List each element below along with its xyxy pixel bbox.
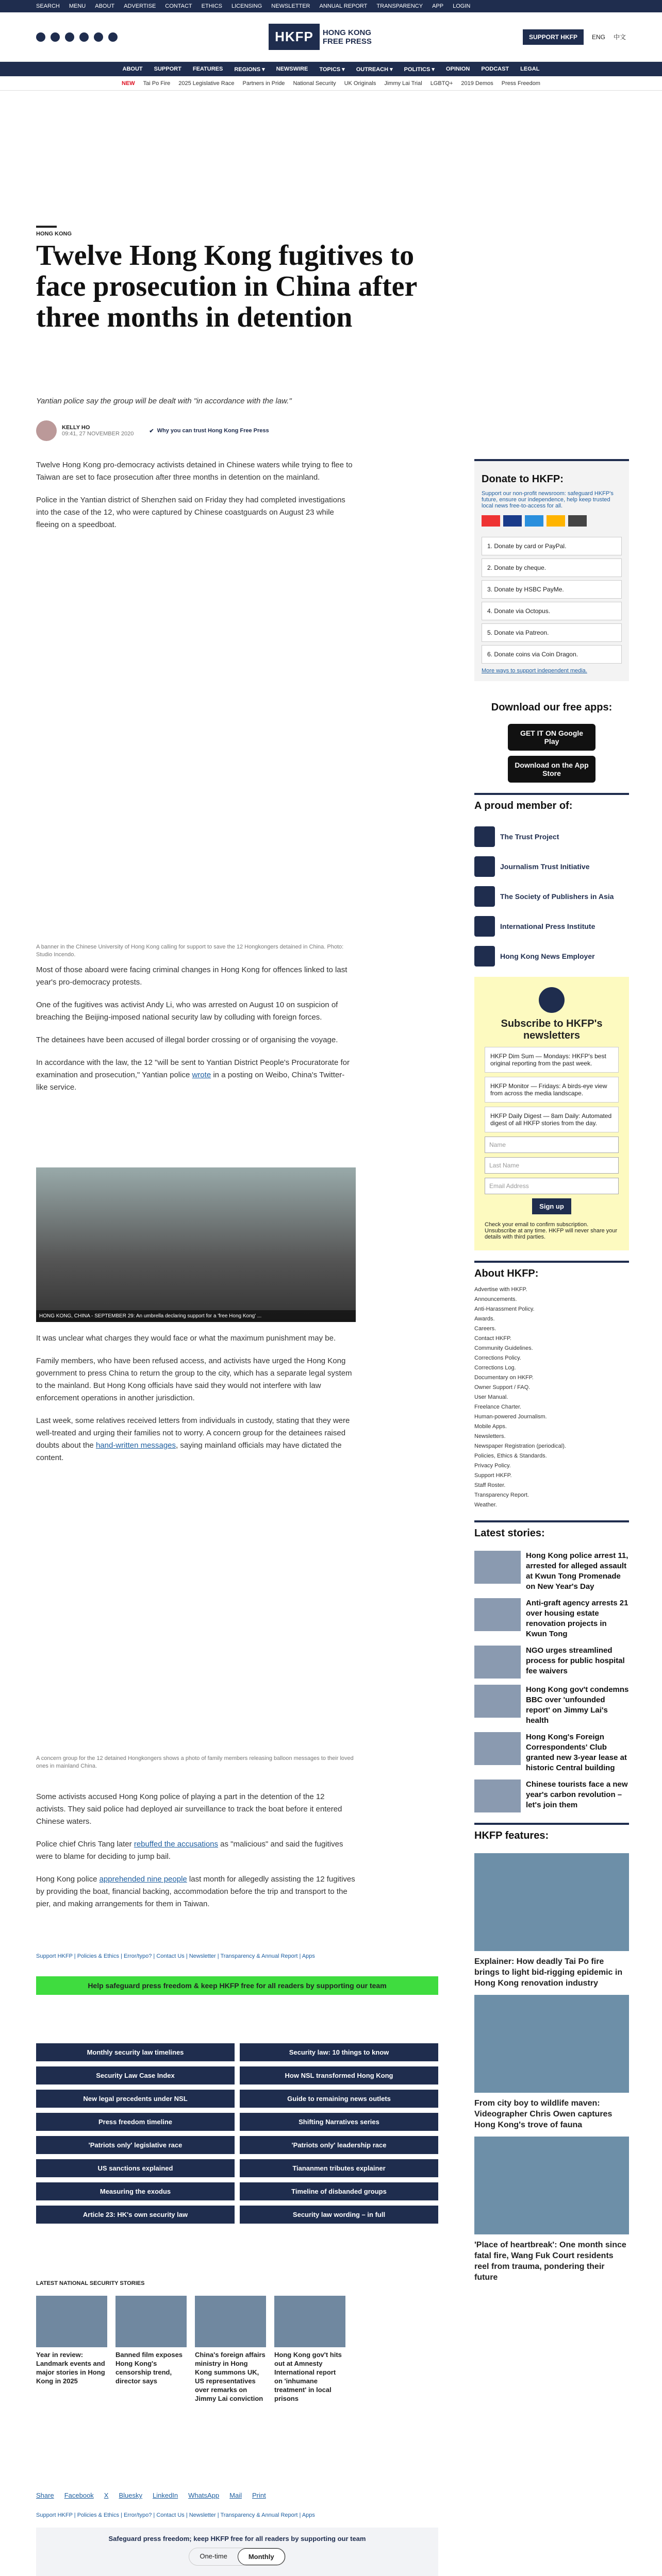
feature-image (474, 2137, 629, 2234)
article-body-low (36, 1332, 356, 1475)
latest-title: Latest stories: (474, 1520, 629, 1545)
member-name: The Society of Publishers in Asia (500, 892, 614, 901)
share-link[interactable]: WhatsApp (188, 2492, 220, 2499)
about-link[interactable]: Support HKFP. (474, 1472, 512, 1479)
latest-box (474, 1520, 629, 1812)
latest-ns-list (36, 2296, 345, 2403)
about-link[interactable]: Community Guidelines. (474, 1345, 533, 1351)
photo-overlay-caption: HONG KONG, CHINA - SEPTEMBER 29: An umbrella declaring support for a 'free Hong Kong' ... (36, 1310, 356, 1322)
handwritten-link[interactable]: hand-written messages (95, 1441, 176, 1450)
newsletter-title: Subscribe to HKFP's newsletters (501, 1018, 603, 1041)
explainer-button[interactable]: How NSL transformed Hong Kong (240, 2066, 438, 2084)
photo-caption: A banner in the Chinese University of Hong Kong calling for support to save the 12 Hongkongers detained in China. Photo: Studio Incendo. (36, 944, 344, 958)
story-thumbnail (474, 1780, 521, 1812)
explainer-button[interactable]: Guide to remaining news outlets (240, 2090, 438, 2108)
about-link[interactable]: Staff Roster. (474, 1482, 506, 1488)
about-link[interactable]: Freelance Charter. (474, 1404, 522, 1410)
features-box (474, 1823, 629, 2283)
top-utility-bar (0, 0, 662, 12)
story-thumbnail (195, 2296, 266, 2347)
arrest-link[interactable]: apprehended nine people (99, 1875, 187, 1884)
explainer-button[interactable]: Security Law Case Index (36, 2066, 235, 2084)
para: The detainees have been accused of illegal border crossing or of organising the voyage. (36, 1036, 338, 1044)
donate-more-link[interactable]: More ways to support independent media. (482, 668, 587, 674)
site-logo[interactable] (269, 24, 372, 50)
about-link[interactable]: Privacy Policy. (474, 1463, 511, 1469)
applepay-icon (568, 515, 587, 527)
ethics-link[interactable]: ETHICS (201, 3, 222, 9)
weibo-link[interactable]: wrote (192, 1071, 211, 1079)
story-thumbnail (474, 1685, 521, 1718)
story-thumbnail (115, 2296, 187, 2347)
author-avatar (36, 420, 57, 441)
story-title[interactable]: Hong Kong gov't condemns BBC over 'unfounded report' on Jimmy Lai's health (526, 1685, 629, 1725)
story-thumbnail (474, 1551, 521, 1584)
payment-icons (482, 515, 622, 531)
about-link[interactable]: Advertise with HKFP. (474, 1286, 527, 1293)
para: Some activists accused Hong Kong police of playing a part in the detention of the 12 activists. They said police had deployed air surveillance to track the boat before it entered Chinese waters. (36, 1792, 342, 1826)
feature-title[interactable]: 'Place of heartbreak': One month since fatal fire, Wang Fuk Court residents reel from trauma, pondering their future (474, 2241, 626, 2282)
explainer-button[interactable]: Measuring the exodus (36, 2182, 235, 2200)
category-rule (36, 226, 57, 228)
share-link[interactable]: Facebook (64, 2492, 94, 2499)
latest-ns-title: LATEST NATIONAL SECURITY STORIES (36, 2280, 145, 2286)
about-link[interactable]: Corrections Log. (474, 1365, 516, 1371)
explainer-button[interactable]: Press freedom timeline (36, 2113, 235, 2131)
story-thumbnail (36, 2296, 107, 2347)
about-box (474, 1261, 629, 1510)
one-time-option[interactable]: One-time (200, 2552, 227, 2560)
letters-text: Last week, some relatives received letters from individuals in custody, stating that they were well-treated and urging their families not to worry. A concern group for the detainees raised doubts about the (36, 1416, 350, 1450)
story-title[interactable]: China's foreign affairs ministry in Hong Kong summons UK, US representatives over remarks on Jimmy Lai conviction (195, 2351, 266, 2402)
explainer-button[interactable]: 'Patriots only' leadership race (240, 2136, 438, 2154)
article-subtitle: Yantian police say the group will be dealt with "in accordance with the law." (36, 397, 292, 405)
nav-item[interactable]: FEATURES (192, 66, 223, 72)
amex-icon (525, 515, 543, 527)
story-title[interactable]: Hong Kong gov't hits out at Amnesty International report on 'inhumane treatment' in local prisons (274, 2351, 342, 2402)
donate-box (474, 459, 629, 681)
paypal-icon (547, 515, 565, 527)
member-logo[interactable] (474, 856, 629, 877)
share-link[interactable]: Print (252, 2492, 266, 2499)
member-logo[interactable] (474, 946, 629, 967)
main-nav (0, 62, 662, 76)
app-store-button[interactable]: Download on the App Store (508, 756, 595, 783)
feature-image (474, 1853, 629, 1951)
support-hkfp-button[interactable]: SUPPORT HKFP (523, 29, 584, 45)
nav-item[interactable]: TOPICS ▾ (319, 66, 345, 73)
donate-option[interactable]: 5. Donate via Patreon. (482, 623, 622, 642)
letters-end: , saying mainland officials may have dictated the content. (36, 1441, 342, 1462)
feature-item[interactable] (474, 1853, 629, 1989)
nav-item[interactable]: POLITICS ▾ (404, 66, 435, 73)
mastercard-icon (482, 515, 500, 527)
app-link[interactable]: APP (432, 3, 444, 9)
member-icon (474, 826, 495, 847)
about-link[interactable]: Policies, Ethics & Standards. (474, 1453, 547, 1459)
explainer-button[interactable]: Timeline of disbanded groups (240, 2182, 438, 2200)
latest-story[interactable] (474, 1685, 629, 1726)
donate-option[interactable]: 1. Donate by card or PayPal. (482, 537, 622, 555)
share-link[interactable]: Bluesky (119, 2492, 142, 2499)
about-link[interactable]: ABOUT (95, 3, 115, 9)
transparency-link[interactable]: TRANSPARENCY (376, 3, 423, 9)
about-link[interactable]: Corrections Policy. (474, 1355, 521, 1361)
newsletter-option[interactable]: HKFP Monitor — Fridays: A birds-eye view from across the media landscape. (485, 1077, 619, 1103)
logo-line-2: FREE PRESS (322, 37, 372, 46)
member-name: Journalism Trust Initiative (500, 862, 590, 871)
latest-story[interactable] (474, 1598, 629, 1639)
facebook-icon[interactable] (36, 32, 45, 42)
explainer-button[interactable]: New legal precedents under NSL (36, 2090, 235, 2108)
apps-box (474, 697, 629, 783)
newsletter-option[interactable]: HKFP Dim Sum — Mondays: HKFP's best original reporting from the past week. (485, 1047, 619, 1073)
trending-item[interactable]: 2025 Legislative Race (178, 80, 235, 87)
member-name: International Press Institute (500, 922, 595, 930)
newsletter-box (474, 977, 629, 1250)
about-link[interactable]: Documentary on HKFP. (474, 1375, 534, 1381)
sidebar (474, 459, 629, 2283)
story-thumbnail (474, 1732, 521, 1765)
nav-item[interactable]: OUTREACH ▾ (356, 66, 393, 73)
trending-item[interactable]: Partners in Pride (242, 80, 285, 87)
support-banner[interactable] (36, 1976, 438, 1995)
member-logo[interactable] (474, 826, 629, 847)
about-link[interactable]: Transparency Report. (474, 1492, 529, 1498)
lang-eng[interactable]: ENG (591, 33, 605, 41)
author-name[interactable]: KELLY HO (62, 425, 90, 431)
member-title: A proud member of: (474, 793, 629, 817)
para (36, 1415, 356, 1464)
para: One of the fugitives was activist Andy Li, who was arrested on August 10 on suspicion of breaching the Beijing-imposed national security law by colluding with foreign forces. (36, 1001, 338, 1022)
social-icons (36, 32, 118, 42)
byline (36, 420, 269, 441)
article-title: Twelve Hong Kong fugitives to face prosecution in China after three months in detention (36, 240, 417, 333)
hkfp-badge-icon (539, 987, 565, 1013)
about-link[interactable]: Careers. (474, 1326, 496, 1332)
latest-list (474, 1551, 629, 1812)
story-title[interactable]: Year in review: Landmark events and major stories in Hong Kong in 2025 (36, 2351, 105, 2385)
trending-item[interactable]: Tai Po Fire (143, 80, 171, 87)
story-title[interactable]: Banned film exposes Hong Kong's censorship trend, director says (115, 2351, 183, 2385)
para: It was unclear what charges they would face or what the maximum punishment may be. (36, 1334, 336, 1343)
story-thumbnail (474, 1598, 521, 1631)
latest-ns-card[interactable] (195, 2296, 266, 2403)
para: Police in the Yantian district of Shenzhen said on Friday they had completed investigations into the case of the 12, who were captured by Chinese coastguards on August 23 while fleeing on a speedboat. (36, 496, 345, 529)
donate-options (482, 537, 622, 664)
instagram-icon[interactable] (65, 32, 74, 42)
story-title[interactable]: Anti-graft agency arrests 21 over housing estate renovation projects in Kwun Tong (526, 1599, 628, 1638)
trust-icon: ✔ (149, 428, 154, 434)
logo-mark: HKFP (269, 24, 320, 50)
share-bar (36, 2492, 266, 2499)
trending-label: NEW (122, 80, 135, 87)
explainer-button[interactable]: Shifting Narratives series (240, 2113, 438, 2131)
donate-option[interactable]: 3. Donate by HSBC PayMe. (482, 580, 622, 599)
article-body-top (36, 459, 356, 541)
signup-button[interactable]: Sign up (532, 1198, 571, 1214)
footer-links[interactable]: Support HKFP | Policies & Ethics | Error/typo? | Contact Us | Newsletter | Transparency & Annual Report | Apps (36, 1953, 315, 1959)
quote-end: in a posting on Weibo, China's Twitter-like service. (36, 1071, 345, 1092)
about-link[interactable]: Anti-Harassment Policy. (474, 1306, 535, 1312)
about-links (474, 1285, 629, 1510)
trending-item[interactable]: UK Originals (344, 80, 376, 87)
nav-item[interactable]: OPINION (445, 66, 470, 72)
trending-item[interactable]: National Security (293, 80, 336, 87)
share-link[interactable]: Share (36, 2492, 54, 2499)
explainer-button[interactable]: Article 23: HK's own security law (36, 2206, 235, 2224)
contact-link[interactable]: CONTACT (165, 3, 192, 9)
latest-ns-card[interactable] (36, 2296, 107, 2403)
share-link[interactable]: Mail (229, 2492, 242, 2499)
feature-item[interactable] (474, 1995, 629, 2130)
member-list (474, 826, 629, 967)
annual-report-link[interactable]: ANNUAL REPORT (319, 3, 368, 9)
search-link[interactable]: SEARCH (36, 3, 60, 9)
newsletter-note: Check your email to confirm subscription. Unsubscribe at any time. HKFP will never share your details with third parties. (485, 1222, 618, 1240)
latest-ns-card[interactable] (115, 2296, 187, 2403)
story-title[interactable]: Hong Kong's Foreign Correspondents' Club granted new 3-year lease at historic Central building (526, 1733, 627, 1772)
story-title[interactable]: Hong Kong police arrest 11, arrested for alleged assault at Kwun Tong Promenade on New Year's Day (526, 1551, 628, 1591)
site-header (0, 12, 662, 62)
para-quote (36, 1057, 356, 1094)
nav-item[interactable]: ABOUT (122, 66, 143, 72)
quote-text: In accordance with the law, the 12 "will be sent to Yantian District People's Procuratorate for examination and prosecution," Yantian police (36, 1058, 350, 1079)
about-link[interactable]: User Manual. (474, 1394, 508, 1400)
donate-option[interactable]: 2. Donate by cheque. (482, 558, 622, 577)
story-title[interactable]: NGO urges streamlined process for public hospital fee waivers (526, 1646, 625, 1675)
safeguard-text: Safeguard press freedom; keep HKFP free for all readers by supporting our team (108, 2535, 366, 2543)
donate-option[interactable]: 4. Donate via Octopus. (482, 602, 622, 620)
article-photo (36, 1167, 356, 1322)
newsletter-input[interactable]: Email Address (485, 1178, 619, 1194)
about-link[interactable]: Mobile Apps. (474, 1423, 507, 1430)
share-link[interactable]: LinkedIn (153, 2492, 178, 2499)
nav-item[interactable]: SUPPORT (154, 66, 181, 72)
about-link[interactable]: Newspaper Registration (periodical). (474, 1443, 566, 1449)
photo-caption: A concern group for the 12 detained Hongkongers shows a photo of family members releasing balloon messages to their loved ones in mainland China. (36, 1755, 354, 1769)
feature-title[interactable]: From city boy to wildlife maven: Videographer Chris Owen captures Hong Kong's trove of fauna (474, 2099, 613, 2129)
article-category[interactable]: HONG KONG (36, 231, 72, 237)
advertise-link[interactable]: ADVERTISE (124, 3, 156, 9)
about-link[interactable]: Awards. (474, 1316, 495, 1322)
latest-story[interactable] (474, 1646, 629, 1679)
explainer-button[interactable]: Tiananmen tributes explainer (240, 2159, 438, 2177)
member-box (474, 793, 629, 967)
payment-panel (36, 2528, 438, 2576)
about-title: About HKFP: (474, 1261, 629, 1285)
latest-story[interactable] (474, 1551, 629, 1592)
rss-icon[interactable] (108, 32, 118, 42)
feature-title[interactable]: Explainer: How deadly Tai Po fire brings to light bid-rigging epidemic in Hong Kong renovation industry (474, 1957, 623, 1988)
feature-item[interactable] (474, 2137, 629, 2283)
nav-item[interactable]: LEGAL (520, 66, 540, 72)
member-name: Hong Kong News Employer (500, 952, 595, 960)
donate-text[interactable]: Support our non-profit newsroom: safeguard HKFP's future, ensure our independence, help keep trusted local news free-to-access for all. (482, 490, 614, 509)
member-name: The Trust Project (500, 833, 559, 841)
newsletter-option[interactable]: HKFP Daily Digest — 8am Daily: Automated digest of all HKFP stories from the day. (485, 1107, 619, 1132)
story-thumbnail (474, 1646, 521, 1679)
rebuff-end: as "malicious" and said the fugitives were to blame for deciding to jump bail. (36, 1840, 343, 1861)
article-body-end (36, 1791, 356, 1921)
para: Most of those aboard were facing criminal changes in Hong Kong for offences linked to last year's pro-democracy protests. (36, 965, 347, 987)
explainer-button[interactable]: 'Patriots only' legislative race (36, 2136, 235, 2154)
about-link[interactable]: Owner Support / FAQ. (474, 1384, 531, 1391)
member-icon (474, 916, 495, 937)
para (36, 1873, 356, 1910)
rebuff-link[interactable]: rebuffed the accusations (134, 1840, 218, 1849)
member-logo[interactable] (474, 916, 629, 937)
features-title: HKFP features: (474, 1823, 629, 1847)
support-green-bar[interactable]: Help safeguard press freedom & keep HKFP free for all readers by supporting our team (36, 1976, 438, 1995)
logo-line-1: HONG KONG (322, 28, 372, 37)
share-link[interactable]: X (104, 2492, 109, 2499)
explainer-button[interactable]: Security law: 10 things to know (240, 2043, 438, 2061)
security-law-buttons (36, 2043, 438, 2224)
newsletter-options (485, 1047, 619, 1132)
google-play-button[interactable]: GET IT ON Google Play (508, 724, 595, 751)
visa-icon (503, 515, 522, 527)
apps-title: Download our free apps: (491, 702, 613, 713)
member-icon (474, 886, 495, 907)
about-link[interactable]: Newsletters. (474, 1433, 506, 1439)
arrest-end: last month for allegedly assisting the 12 fugitives by providing the boat, financial backing, accommodation before the trip and transport to the pier, and making arrangements for them in Taiwan. (36, 1875, 355, 1908)
feature-image (474, 1995, 629, 2093)
trending-item[interactable]: LGBTQ+ (430, 80, 453, 87)
login-link[interactable]: LOGIN (453, 3, 471, 9)
article-body-mid (36, 964, 356, 1104)
nav-item[interactable]: REGIONS ▾ (234, 66, 265, 73)
trending-bar (0, 76, 662, 91)
frequency-toggle[interactable] (189, 2548, 285, 2566)
rebuff-text: Police chief Chris Tang later (36, 1840, 134, 1849)
features-list (474, 1853, 629, 2283)
latest-ns-card[interactable] (274, 2296, 345, 2403)
trending-item[interactable]: 2019 Demos (461, 80, 493, 87)
lang-zh[interactable]: 中文 (613, 33, 626, 41)
explainer-button[interactable]: Security law wording – in full (240, 2206, 438, 2224)
nav-item[interactable]: NEWSWIRE (276, 66, 308, 72)
donate-title: Donate to HKFP: (482, 473, 564, 485)
latest-story[interactable] (474, 1780, 629, 1812)
newsletter-fields (485, 1137, 619, 1194)
trending-item[interactable]: Press Freedom (501, 80, 540, 87)
newsletter-input[interactable]: Name (485, 1137, 619, 1153)
about-link[interactable]: Human-powered Journalism. (474, 1414, 547, 1420)
publish-date: 09:41, 27 NOVEMBER 2020 (62, 431, 134, 437)
member-logo[interactable] (474, 886, 629, 907)
licensing-link[interactable]: LICENSING (231, 3, 262, 9)
para: Family members, who have been refused access, and activists have urged the Hong Kong government to press China to return the group to the city, which has a separate legal system to the mainland. But Hong Kong officials have said they would not interfere with law enforcement operations in another jurisdiction. (36, 1357, 352, 1402)
explainer-button[interactable]: US sanctions explained (36, 2159, 235, 2177)
member-icon (474, 946, 495, 967)
about-link[interactable]: Weather. (474, 1502, 497, 1508)
latest-story[interactable] (474, 1732, 629, 1773)
linkedin-icon[interactable] (94, 32, 103, 42)
trust-label: Why you can trust Hong Kong Free Press (157, 428, 269, 434)
x-icon[interactable] (51, 32, 60, 42)
newsletter-link[interactable]: NEWSLETTER (271, 3, 310, 9)
story-title[interactable]: Chinese tourists face a new year's carbon revolution – let's join them (526, 1780, 628, 1809)
bottom-links[interactable]: Support HKFP | Policies & Ethics | Error/typo? | Contact Us | Newsletter | Transparency & Annual Report | Apps (36, 2512, 315, 2518)
trust-link[interactable] (149, 428, 269, 434)
youtube-icon[interactable] (79, 32, 89, 42)
arrest-text: Hong Kong police (36, 1875, 100, 1884)
story-thumbnail (274, 2296, 345, 2347)
menu-link[interactable]: MENU (69, 3, 86, 9)
para: Twelve Hong Kong pro-democracy activists detained in Chinese waters while trying to flee to Taiwan are set to face prosecution after three months in detention on the mainland. (36, 461, 353, 482)
trending-item[interactable]: Jimmy Lai Trial (384, 80, 422, 87)
about-link[interactable]: Announcements. (474, 1296, 517, 1302)
member-icon (474, 856, 495, 877)
newsletter-input[interactable]: Last Name (485, 1157, 619, 1174)
donate-option[interactable]: 6. Donate coins via Coin Dragon. (482, 645, 622, 664)
about-link[interactable]: Contact HKFP. (474, 1335, 511, 1342)
monthly-option[interactable]: Monthly (238, 2548, 285, 2565)
para (36, 1838, 356, 1863)
explainer-button[interactable]: Monthly security law timelines (36, 2043, 235, 2061)
nav-item[interactable]: PODCAST (481, 66, 509, 72)
